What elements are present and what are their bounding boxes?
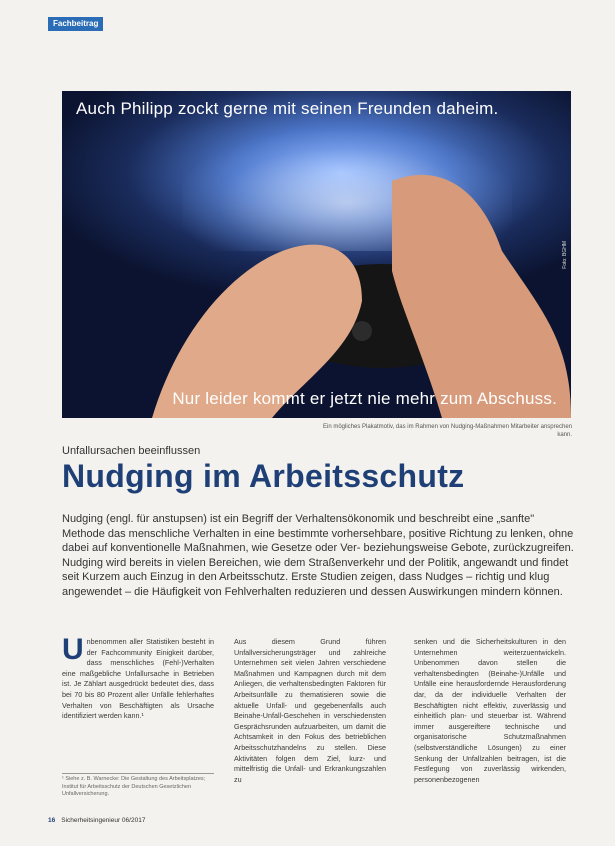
publication-name: Sicherheitsingenieur 06/2017: [61, 817, 146, 824]
page-number: 16: [48, 817, 56, 824]
gamepad-hands-illustration: [62, 91, 571, 418]
folio: [48, 817, 145, 824]
body-column-2: Aus diesem Grund führen Unfallversicherungsträger und zahlreiche Unternehmen seit vielen Jahren verschiedene Maßnahmen und Kampagnen durch mit dem Anliegen, die verhaltensbedingten Faktoren für Arbeitsunfälle zu thematisieren sowie die aktuelle Unfall- und gegebenenfalls auch Beinahe-Unfall-Geschehen in verschiedensten Gesprächsrunden aufzuarbeiten, um damit die Achtsamkeit in den Fokus des betrieblichen Arbeitsschutzhandelns zu stellen. Diese Aktivitäten folgen dem Ziel, kurz- und mittelfristig die Unfall- und Erkrankungszahlen zu: [234, 637, 386, 784]
kicker: Unfallursachen beeinflussen: [62, 445, 201, 457]
headline: Nudging im Arbeitsschutz: [62, 458, 465, 494]
hero-photo: [62, 91, 571, 418]
drop-cap: U: [62, 633, 84, 666]
photo-caption-top: Auch Philipp zockt gerne mit seinen Freunden daheim.: [76, 99, 499, 118]
footnote: ¹ Siehe z. B. Warnecke: Die Gestaltung des Arbeitsplatzes; Institut für Arbeitsschutz der Deutschen Gesetzlichen Unfallversicherung.: [62, 773, 214, 799]
body-column-3: senken und die Sicherheitskulturen in den Unternehmen weiterzuentwickeln. Unbenommen davon stellen die verhaltensbedingten (Beinahe-)Unfälle und Unfälle eine herausfordernde Herausforderung dar, da der individuelle Verhalten der Beschäftigten nicht effektiv, zuverlässig und einheitlich plan- und steuerbar ist. Während immer ausgereiftere technische und organisatorische Schutzmaßnahmen (selbstverständliche Lösungen) zu einer Senkung der Unfallzahlen beitragen, ist die Festlegung von zuverlässig wirkenden, personenbezogenen: [414, 637, 566, 784]
column-1-text: nbenommen aller Statistiken besteht in der Fachcommunity Einigkeit darüber, dass menschliches (Fehl-)Verhalten eine maßgebliche Unfallursache in Betrieben ist. Je Zählart ausgedrückt bedeutet dies, dass bei 70 bis 80 Prozent aller Unfälle fehlerhaftes Verhalten von Beschäftigten als Ursache identifiziert werden kann.¹: [62, 637, 214, 721]
section-tag: Fachbeitrag: [48, 17, 103, 31]
image-caption: Ein mögliches Plakatmotiv, das im Rahmen von Nudging-Maßnahmen Mitarbeiter ansprechen kann.: [322, 424, 572, 438]
intro-paragraph: Nudging (engl. für anstupsen) ist ein Begriff der Verhaltensökonomik und beschreibt eine „sanfte" Methode das menschliche Verhalten in eine bestimmte vorhersehbare, positive Richtung zu lenken, ohne dabei auf konventionelle Maßnahmen, wie Gesetze oder Ver- beziehungsweise Gebote, zurückzugreifen. Nudging wird bereits in vielen Bereichen, wie dem Straßenverkehr und der Politik, angewandt und findet seit Kurzem auch Einzug in den Arbeitsschutz. Erste Studien zeigen, dass Nudges – richtig und klug angewendet – die Häufigkeit von Fehlverhalten reduzieren und dessen Auswirkungen mindern können.: [62, 513, 574, 598]
photo-credit: Foto: BGHM: [562, 241, 568, 269]
body-column-1: [62, 633, 214, 722]
photo-caption-bottom: Nur leider kommt er jetzt nie mehr zum Abschuss.: [172, 389, 557, 408]
